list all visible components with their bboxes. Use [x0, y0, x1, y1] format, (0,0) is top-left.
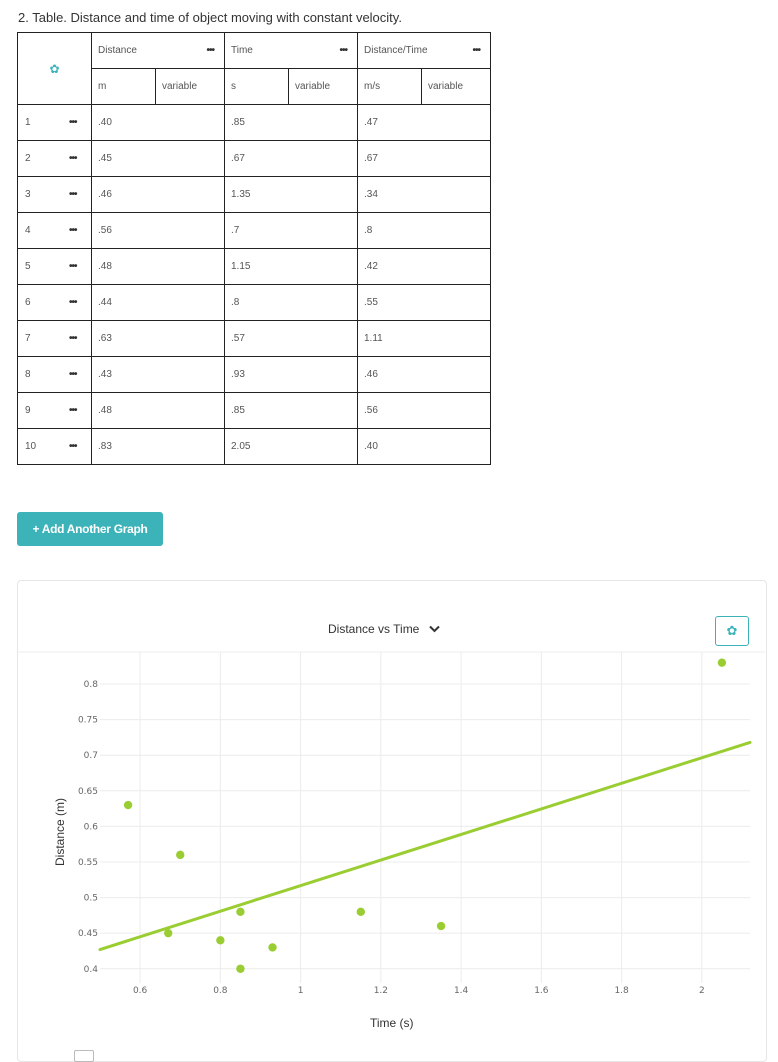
row-menu-icon[interactable]: ••• [55, 177, 92, 213]
row-number: 6 [18, 285, 55, 321]
row-menu-icon[interactable]: ••• [55, 429, 92, 465]
time-cell[interactable]: 1.15 [225, 249, 289, 285]
data-point [357, 908, 365, 916]
ratio-cell[interactable]: .56 [358, 393, 422, 429]
y-tick-label: 0.8 [83, 680, 98, 691]
distance-cell[interactable]: .46 [92, 177, 156, 213]
column-menu-icon[interactable]: ••• [206, 45, 214, 56]
x-tick-label: 2 [698, 986, 705, 996]
time-cell[interactable]: .8 [225, 285, 289, 321]
row-number: 4 [18, 213, 55, 249]
gear-icon: ✿ [49, 61, 60, 76]
data-point [216, 936, 224, 944]
gear-icon: ✿ [726, 623, 738, 638]
x-tick-label: 1.8 [614, 986, 629, 996]
distance-cell[interactable]: .48 [92, 393, 156, 429]
checkbox[interactable] [74, 1050, 94, 1062]
x-tick-label: 0.8 [213, 986, 228, 996]
distance-cell[interactable]: .63 [92, 321, 156, 357]
row-number: 10 [18, 429, 55, 465]
row-menu-icon[interactable]: ••• [55, 393, 92, 429]
time-cell[interactable]: .7 [225, 213, 289, 249]
y-axis-label: Distance (m) [53, 798, 67, 867]
y-tick-label: 0.75 [77, 715, 98, 726]
data-point [718, 658, 726, 666]
x-tick-label: 1.4 [453, 986, 469, 996]
ratio-cell[interactable]: .42 [358, 249, 422, 285]
unit-cell[interactable]: m [92, 69, 156, 105]
y-tick-label: 0.5 [83, 893, 98, 904]
distance-cell[interactable]: .83 [92, 429, 156, 465]
time-cell[interactable]: .85 [225, 393, 289, 429]
graph-title: Distance vs Time [328, 622, 420, 636]
row-menu-icon[interactable]: ••• [55, 141, 92, 177]
distance-cell[interactable]: .48 [92, 249, 156, 285]
data-point [437, 922, 445, 930]
data-point [124, 801, 132, 809]
ratio-cell[interactable]: .67 [358, 141, 422, 177]
ratio-cell[interactable]: .40 [358, 429, 422, 465]
row-number: 9 [18, 393, 55, 429]
time-cell[interactable]: .57 [225, 321, 289, 357]
x-tick-label: 1 [297, 986, 304, 996]
row-number: 2 [18, 141, 55, 177]
row-menu-icon[interactable]: ••• [55, 249, 92, 285]
row-menu-icon[interactable]: ••• [55, 213, 92, 249]
ratio-cell[interactable]: .46 [358, 357, 422, 393]
ratio-cell[interactable]: .55 [358, 285, 422, 321]
type-cell[interactable]: variable [156, 69, 225, 105]
data-point [236, 908, 244, 916]
chevron-down-icon [429, 625, 440, 633]
column-name: Distance [98, 45, 137, 56]
add-graph-button[interactable]: + Add Another Graph [17, 512, 163, 546]
distance-cell[interactable]: .44 [92, 285, 156, 321]
row-number: 8 [18, 357, 55, 393]
ratio-cell[interactable]: 1.11 [358, 321, 422, 357]
column-menu-icon[interactable]: ••• [339, 45, 347, 56]
distance-cell[interactable]: .43 [92, 357, 156, 393]
x-axis-label: Time (s) [370, 1016, 414, 1030]
data-point [268, 943, 276, 951]
x-tick-label: 1.6 [534, 986, 549, 996]
ratio-cell[interactable]: .8 [358, 213, 422, 249]
x-tick-label: 1.2 [373, 986, 389, 996]
column-name: Time [231, 45, 253, 56]
y-tick-label: 0.55 [77, 857, 98, 868]
time-cell[interactable]: 2.05 [225, 429, 289, 465]
unit-cell[interactable]: m/s [358, 69, 422, 105]
y-tick-label: 0.6 [83, 822, 98, 833]
row-number: 3 [18, 177, 55, 213]
type-cell[interactable]: variable [422, 69, 491, 105]
distance-cell[interactable]: .40 [92, 105, 156, 141]
time-cell[interactable]: 1.35 [225, 177, 289, 213]
data-point [236, 965, 244, 973]
data-point [164, 929, 172, 937]
x-tick-label: 0.6 [132, 986, 148, 996]
distance-cell[interactable]: .45 [92, 141, 156, 177]
graph-title-dropdown[interactable] [328, 622, 440, 636]
fit-line [100, 742, 750, 949]
data-point [176, 851, 184, 859]
row-number: 7 [18, 321, 55, 357]
row-number: 1 [18, 105, 55, 141]
unit-cell[interactable]: s [225, 69, 289, 105]
row-menu-icon[interactable]: ••• [55, 357, 92, 393]
type-cell[interactable]: variable [289, 69, 358, 105]
row-menu-icon[interactable]: ••• [55, 105, 92, 141]
time-cell[interactable]: .85 [225, 105, 289, 141]
ratio-cell[interactable]: .34 [358, 177, 422, 213]
y-tick-label: 0.45 [77, 929, 98, 940]
table-caption: 2. Table. Distance and time of object moving with constant velocity. [18, 10, 402, 25]
time-cell[interactable]: .67 [225, 141, 289, 177]
column-menu-icon[interactable]: ••• [472, 45, 480, 56]
y-tick-label: 0.7 [83, 751, 98, 762]
row-menu-icon[interactable]: ••• [55, 285, 92, 321]
graph-settings-button[interactable] [715, 616, 749, 646]
row-menu-icon[interactable]: ••• [55, 321, 92, 357]
ratio-cell[interactable]: .47 [358, 105, 422, 141]
time-cell[interactable]: .93 [225, 357, 289, 393]
column-name: Distance/Time [364, 45, 428, 56]
row-number: 5 [18, 249, 55, 285]
y-tick-label: 0.65 [77, 786, 98, 797]
y-tick-label: 0.4 [83, 964, 98, 975]
distance-cell[interactable]: .56 [92, 213, 156, 249]
